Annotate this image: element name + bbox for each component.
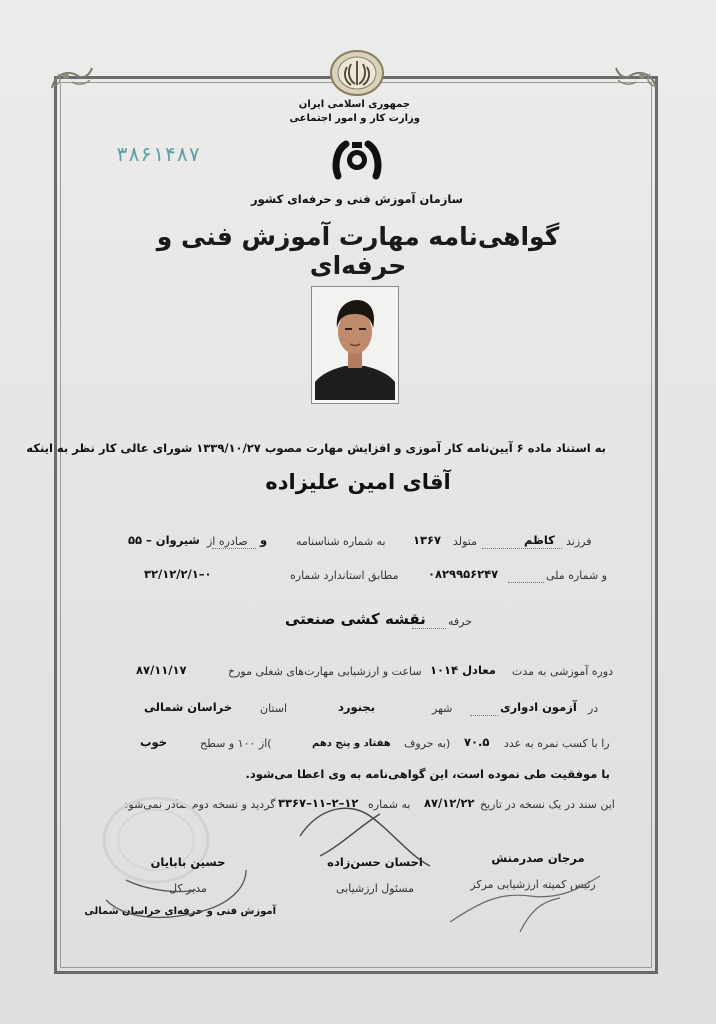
signature-2-name: احسان حسن‌زاده <box>327 855 423 869</box>
exam-dots <box>470 715 498 716</box>
duration-value: معادل ۱۰۱۴ <box>430 663 496 677</box>
ornament-left-icon <box>44 62 96 96</box>
completion-text: با موفقیت طی نموده است، این گواهی‌نامه به وی اعطا می‌شود. <box>245 767 610 781</box>
father-value: کاظم <box>524 533 555 547</box>
words-value: هفتاد و پنج دهم <box>312 738 391 749</box>
ornament-right-icon <box>612 62 664 96</box>
id-value: و <box>260 533 268 547</box>
level-value: خوب <box>140 735 168 749</box>
province-label: استان <box>260 702 288 715</box>
holder-photo <box>311 286 399 404</box>
signature-3-name: حسین بابایان <box>150 855 226 869</box>
signature-3-scribble <box>96 860 256 930</box>
duration-suffix: ساعت و ارزشیابی مهارت‌های شغلی مورخ <box>228 665 422 678</box>
id-label: به شماره شناسنامه <box>296 535 386 548</box>
holder-name: آقای امین علیزاده <box>265 470 451 494</box>
standard-value: ۰–۳۲/۱۲/۲/۱ <box>144 567 212 581</box>
signature-1-name: مرجان صدرمنش <box>491 851 585 865</box>
signature-2-role: مسئول ارزشیابی <box>336 882 414 895</box>
score-label: را با کسب نمره به عدد <box>504 737 610 750</box>
score-value: ۷۰.۵ <box>464 735 490 749</box>
org-name: سازمان آموزش فنی و حرفه‌ای کشور <box>251 192 463 206</box>
signature-1-scribble <box>440 862 610 942</box>
province-value: خراسان شمالی <box>144 700 233 714</box>
serial-number: ۳۸۶۱۴۸۷ <box>116 142 201 166</box>
tvto-logo-icon <box>330 136 384 182</box>
duration-label: دوره آموزشی به مدت <box>512 665 614 678</box>
trade-value: نقشه کشی صنعتی <box>285 610 426 628</box>
national-dots <box>508 582 544 583</box>
issued-label: صادره از <box>207 535 248 548</box>
national-label: و شماره ملی <box>546 569 608 582</box>
id-dots <box>212 548 256 549</box>
copy-mid: به شماره <box>368 798 411 811</box>
org-line-1: جمهوری اسلامی ایران <box>298 99 410 110</box>
signature-3-role: مدیر کل <box>169 882 207 895</box>
trade-label: حرفه <box>448 615 473 628</box>
words-label: (به حروف <box>404 737 451 750</box>
intro-text: به استناد ماده ۶ آیین‌نامه کار آموزی و افزایش مهارت مصوب ۱۳۳۹/۱۰/۲۷ شورای عالی کار نظر به اینکه <box>26 441 606 455</box>
out-of-label: )از ۱۰۰ و سطح <box>200 737 272 750</box>
person-photo <box>315 290 395 400</box>
birth-label: متولد <box>453 535 478 548</box>
signature-1-role: رئیس کمیته ارزشیابی مرکز <box>470 878 596 891</box>
father-label: فرزند <box>566 535 592 548</box>
eval-date: ۸۷/۱۱/۱۷ <box>136 663 187 677</box>
certificate-title: گواهی‌نامه مهارت آموزش فنی و حرفه‌ای <box>156 222 560 280</box>
standard-label: مطابق استاندارد شماره <box>290 569 399 582</box>
city-value: بجنورد <box>338 700 376 714</box>
copy-post: گردید و نسخه دوم صادر نمی‌شود. <box>120 798 276 811</box>
iran-emblem-icon <box>329 48 385 98</box>
copy-number: ۱۲–۲–۱۱–۳۳۶۷ <box>278 796 359 810</box>
copy-date: ۸۷/۱۲/۲۲ <box>424 796 475 810</box>
city-label: شهر <box>432 702 453 715</box>
copy-pre: این سند در یک نسخه در تاریخ <box>480 798 615 811</box>
signature-3-extra: آموزش فنی و حرفه‌ای خراسان شمالی <box>84 906 276 917</box>
exam-value: آزمون ادواری <box>500 700 577 714</box>
father-dots <box>482 548 562 549</box>
in-label: در <box>588 702 599 715</box>
issued-value: شیروان – ۵۵ <box>128 533 200 547</box>
birth-value: ۱۳۶۷ <box>413 533 442 547</box>
national-value: ۰۸۲۹۹۵۶۲۴۷ <box>428 567 499 581</box>
signature-2-scribble <box>280 796 440 876</box>
trade-dots <box>412 628 446 629</box>
org-line-2: وزارت کار و امور اجتماعی <box>289 113 420 124</box>
